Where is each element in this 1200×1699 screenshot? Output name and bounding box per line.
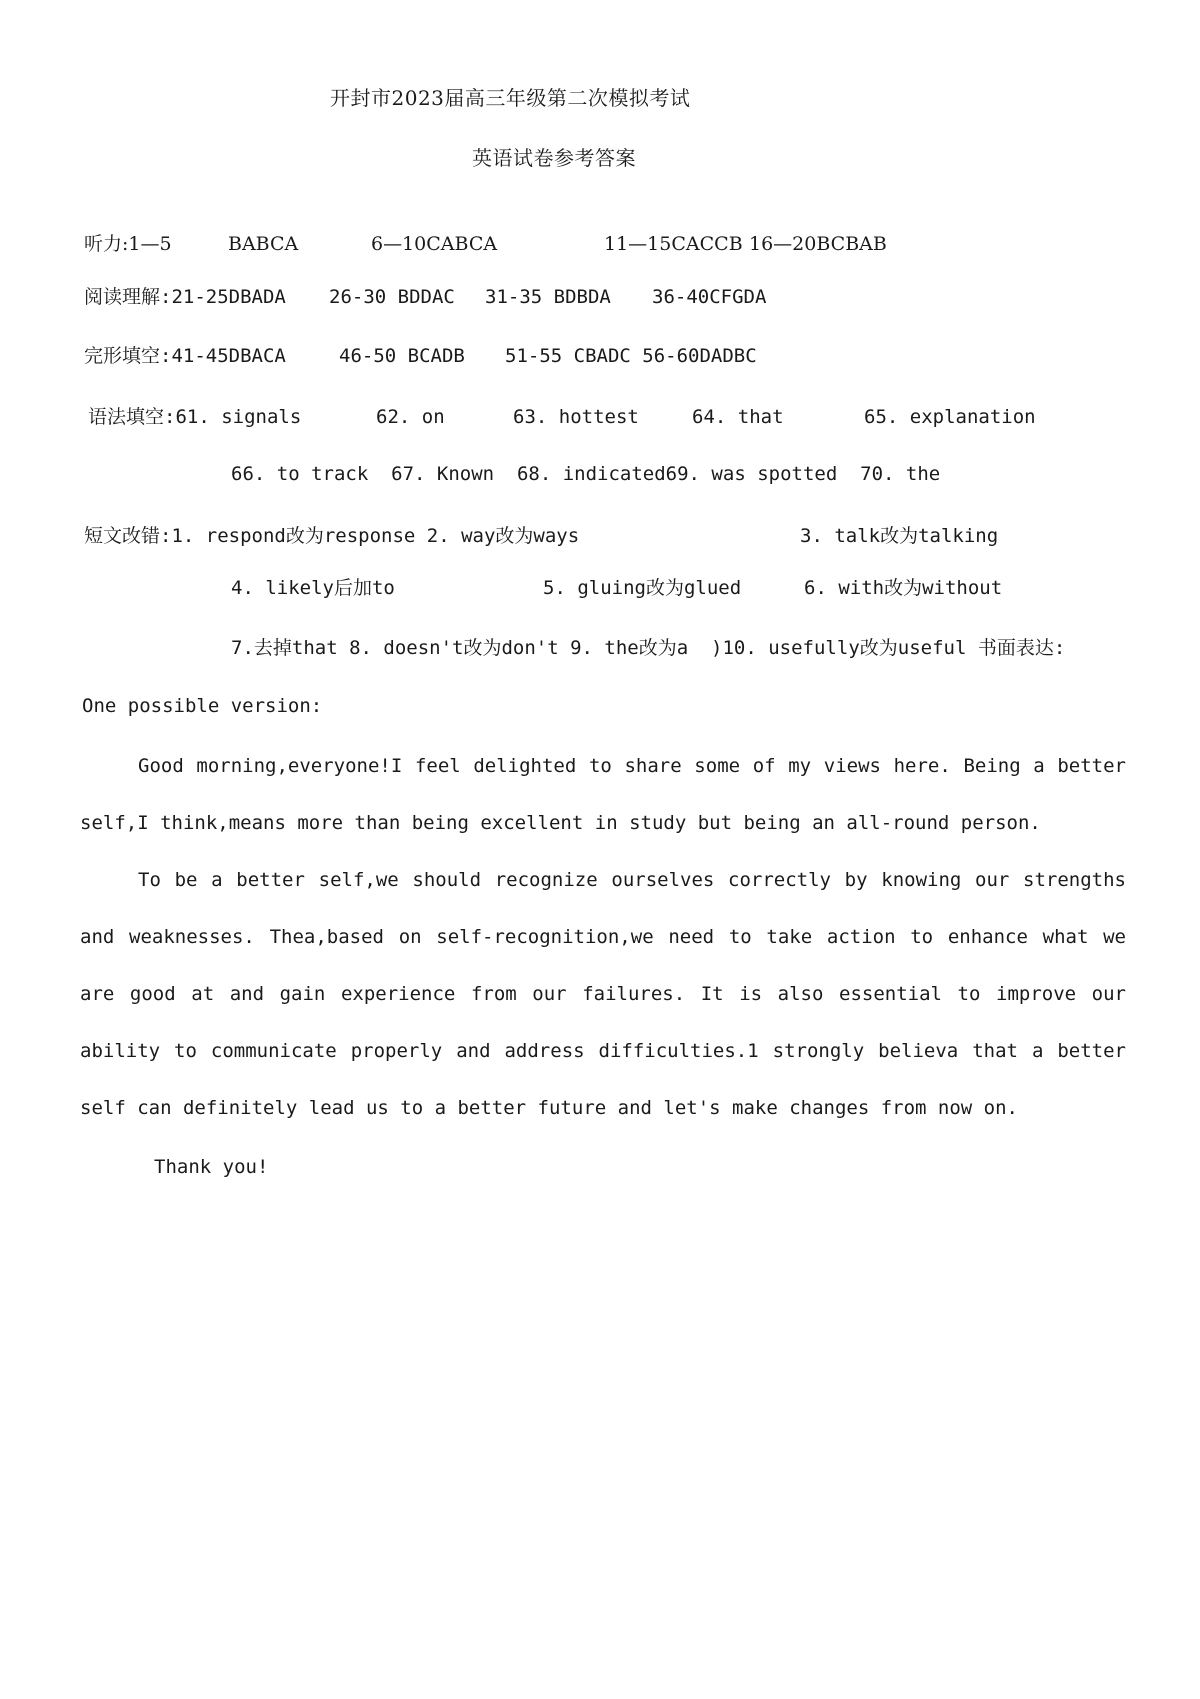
grammar-answers-row-1	[88, 405, 1138, 429]
cloze-group-2: 46-50 BCADB	[339, 345, 465, 367]
cloze-answers-row	[84, 344, 1084, 368]
writing-closing: Thank you!	[154, 1156, 269, 1178]
reading-answers-row	[84, 285, 1084, 309]
correction-item-5: 5. gluing改为glued	[543, 577, 742, 599]
correction-answers-row-1	[84, 524, 1144, 548]
cloze-group-3: 51-55 CBADC 56-60DADBC	[505, 345, 757, 367]
reading-group-2: 26-30 BDDAC	[329, 286, 455, 308]
writing-paragraph-1	[80, 738, 1126, 852]
grammar-answer-63: 63. hottest	[513, 406, 639, 428]
writing-intro: One possible version:	[82, 695, 323, 717]
page-subtitle: 英语试卷参考答案	[472, 146, 636, 170]
cloze-label: 完形填空:41-45DBACA	[84, 345, 286, 367]
listening-group-3: 11—15CACCB	[604, 233, 743, 255]
writing-paragraph-2	[80, 852, 1126, 1137]
writing-paragraph-2-text: To be a better self,we should recognize ourselves correctly by knowing our strengths and weaknesses. Thea,based on self-recognition,we need to take action to enhance what we are good at and gain experience from our failures. It is also essential to improve our ability to communicate properly and address difficulties.1 strongly believa that a better self can definitely lead us to a better future and let's make changes from now on.	[80, 869, 1126, 1119]
correction-item-4: 4. likely后加to	[231, 577, 395, 599]
page-title: 开封市2023届高三年级第二次模拟考试	[330, 86, 691, 110]
grammar-answers-row-2: 66. to track 67. Known 68. indicated69. was spotted 70. the	[231, 463, 941, 485]
listening-group-4: 16—20BCBAB	[749, 233, 887, 255]
grammar-answer-62: 62. on	[376, 406, 445, 428]
writing-paragraph-1-text: Good morning,everyone!I feel delighted to share some of my views here. Being a better self,I think,means more than being excellent in study but being an all-round person.	[80, 755, 1126, 834]
correction-label: 短文改错:1. respond改为response 2. way改为ways	[84, 525, 580, 547]
reading-label: 阅读理解:21-25DBADA	[84, 286, 286, 308]
grammar-answer-64: 64. that	[692, 406, 784, 428]
correction-answers-row-2	[231, 576, 1131, 600]
reading-group-4: 36-40CFGDA	[652, 286, 767, 308]
listening-label: 听力:1—5	[84, 233, 172, 255]
listening-group-1: BABCA	[228, 233, 299, 255]
correction-answers-row-3: 7.去掉that 8. doesn't改为don't 9. the改为a )10. usefully改为useful 书面表达:	[231, 637, 1066, 659]
correction-item-3: 3. talk改为talking	[800, 525, 999, 547]
listening-group-2: 6—10CABCA	[371, 233, 498, 255]
grammar-label: 语法填空:61. signals	[88, 406, 302, 428]
reading-group-3: 31-35 BDBDA	[485, 286, 611, 308]
correction-item-6: 6. with改为without	[804, 577, 1003, 599]
listening-answers-row	[84, 232, 1084, 256]
grammar-answer-65: 65. explanation	[864, 406, 1036, 428]
